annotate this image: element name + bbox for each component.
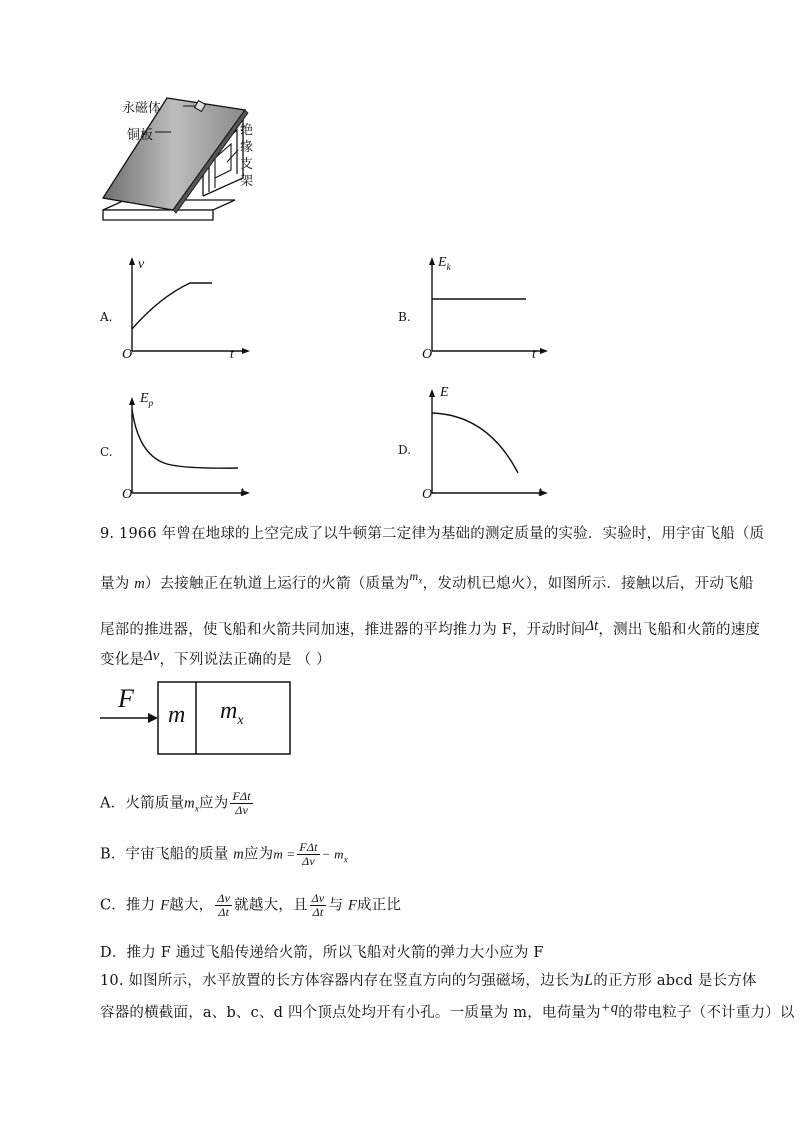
stand-label-char: 绝: [240, 123, 254, 138]
q10-line2-b: 的带电粒子（不计重力）以: [618, 1005, 795, 1021]
q9-line2-a: 量为: [100, 576, 135, 592]
graph-c-yaxis-sub: p: [148, 397, 154, 408]
option-b-tail: − m: [321, 846, 344, 862]
option-b-num: FΔt: [299, 840, 318, 854]
q9-mx: [409, 569, 423, 586]
stand-label: [240, 122, 254, 190]
option-b-prefix: B．宇宙飞船的质量: [100, 846, 234, 863]
graph-d: [398, 385, 558, 507]
option-a-fraction: [230, 790, 252, 817]
q9-figure-rocket: [220, 698, 244, 729]
stand-label-char: 支: [240, 157, 254, 172]
option-c-f2: F: [347, 897, 358, 914]
graph-a: [100, 255, 260, 365]
q9-option-d: D．推力 F 通过飞船传递给火箭，所以飞船对火箭的弹力大小应为 F: [100, 945, 544, 961]
plate-label: 铜板: [127, 128, 154, 143]
q9-figure: [100, 680, 295, 758]
option-a-prefix: A．火箭质量: [100, 795, 185, 812]
graph-d-origin: O: [422, 487, 433, 502]
graph-b-yaxis-sub: k: [446, 261, 451, 272]
option-a-mx: m: [184, 795, 195, 812]
q9-figure-ship: m: [168, 702, 186, 728]
q9-line2-c: ，发动机已熄火），如图所示．接触以后，开动飞船: [422, 576, 754, 592]
option-c-num-2: Δv: [311, 891, 325, 905]
graph-a-origin: O: [122, 347, 133, 362]
graph-c-yaxis: [140, 391, 153, 408]
graph-a-option: A.: [100, 310, 113, 324]
graph-a-xaxis: t: [230, 347, 234, 362]
q9-line1: 9. 1966 年曾在地球的上空完成了以牛顿第二定律为基础的测定质量的实验．实验时，用宇宙飞船（质: [100, 526, 765, 542]
option-c-den-1: Δt: [218, 905, 230, 919]
graph-d-yaxis: E: [440, 385, 449, 400]
q10-line1-b: 的正方形 abcd 是长方体: [593, 973, 757, 989]
option-c-fraction-1: [215, 892, 232, 919]
option-c-prefix: C．推力: [100, 897, 161, 914]
q9-mx-main: m: [409, 569, 419, 583]
q9-figure-rocket-sub: x: [237, 712, 244, 728]
option-b-tail-sub: x: [343, 854, 348, 865]
graph-c-yaxis-main: E: [140, 391, 149, 406]
graph-d-option: D.: [398, 443, 412, 457]
stand-label-char: 架: [240, 174, 254, 189]
q9-line4-b: ，下列说法正确的是 （ ）: [159, 652, 331, 668]
q9-dv: Δv: [144, 648, 160, 664]
q10-l: L: [584, 972, 594, 989]
option-c-den-2: Δt: [312, 905, 324, 919]
q10-line2: [100, 1001, 795, 1022]
graph-c: [100, 391, 260, 507]
option-a-num: FΔt: [232, 789, 251, 803]
option-b-den: Δv: [302, 854, 315, 868]
q9-option-a: [100, 790, 255, 817]
q9-option-c: [100, 892, 401, 919]
q9-option-b: [100, 841, 348, 868]
q9-line3-b: ，测出飞船和火箭的速度: [598, 622, 761, 638]
q9-line4-a: 变化是: [100, 652, 145, 668]
graph-b-option: B.: [398, 310, 411, 324]
stand-label-char: 缘: [240, 140, 254, 155]
option-a-den: Δv: [235, 803, 248, 817]
option-b-m: m: [233, 846, 244, 863]
q10-line1: [100, 969, 757, 990]
q9-line3-a: 尾部的推进器，使飞船和火箭共同加速，推进器的平均推力为 F，开动时间: [100, 622, 586, 638]
q10-line2-a: 容器的横截面，a、b、c、d 四个顶点处均开有小孔。一质量为 m，电荷量为: [100, 1005, 601, 1021]
option-c-mid2: 就越大，且: [234, 897, 308, 914]
graph-c-option: C.: [100, 445, 113, 459]
q9-line4: [100, 648, 331, 669]
option-c-mid1: 越大，: [169, 897, 214, 914]
graph-c-xaxis: t: [240, 485, 244, 500]
graph-b-yaxis-main: E: [438, 255, 447, 270]
option-b-fraction: [297, 841, 319, 868]
q9-figure-rocket-main: m: [220, 698, 238, 724]
graph-b-origin: O: [422, 347, 433, 362]
magnet-label: 永磁体: [122, 101, 162, 116]
option-c-fraction-2: [310, 892, 327, 919]
option-c-num-1: Δv: [217, 891, 231, 905]
q10-line1-a: 10. 如图所示，水平放置的长方体容器内存在竖直方向的匀强磁场，边长为: [100, 973, 585, 989]
q9-dt: Δt: [585, 618, 599, 634]
q9-line3: [100, 618, 760, 639]
option-b-lhs: m =: [273, 846, 296, 862]
graph-b: [398, 255, 558, 365]
q10-q: +q: [600, 1000, 619, 1016]
option-a-mid: 应为: [199, 795, 229, 812]
option-c-tail: 成正比: [357, 897, 402, 914]
option-c-f: F: [160, 897, 170, 914]
q9-line2: [100, 569, 754, 593]
option-c-mid3: 与: [328, 897, 348, 914]
q9-m: m: [134, 576, 145, 592]
graph-b-yaxis: [438, 255, 451, 272]
q9-mx-sub: x: [418, 575, 423, 586]
graph-a-yaxis: v: [138, 257, 145, 272]
option-b-mid: 应为: [243, 846, 274, 863]
option-a-mx-sub: x: [194, 803, 200, 814]
q9-figure-force: F: [118, 684, 134, 713]
graph-b-xaxis: t: [532, 347, 536, 362]
graph-d-xaxis: t: [538, 485, 542, 500]
graph-c-origin: O: [122, 487, 133, 502]
q9-line2-b: ）去接触正在轨道上运行的火箭（质量为: [144, 576, 410, 592]
